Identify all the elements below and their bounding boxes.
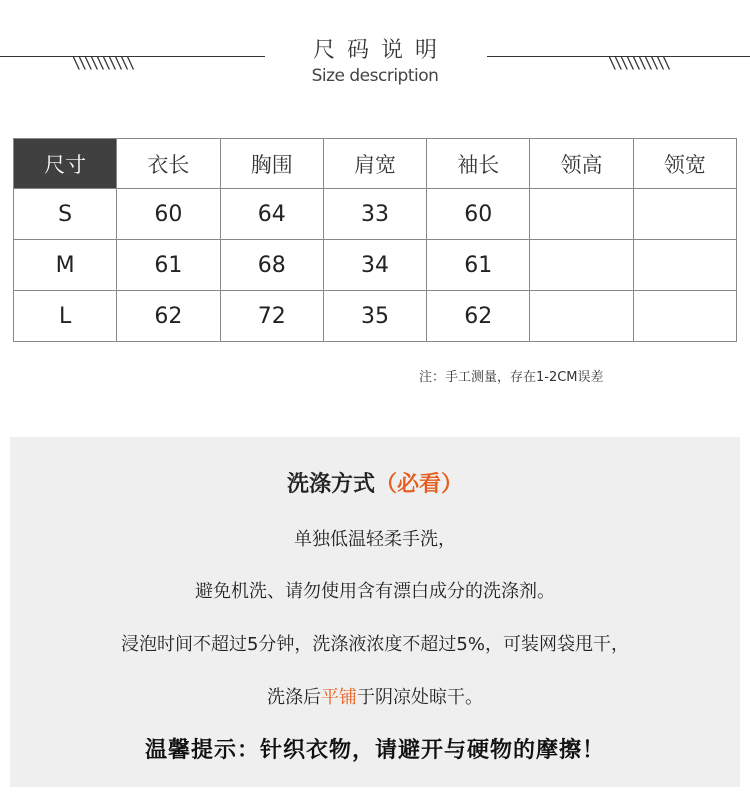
header-cell-length: 衣长 bbox=[117, 139, 220, 189]
table-cell: 68 bbox=[220, 240, 323, 291]
table-cell bbox=[530, 240, 633, 291]
size-table bbox=[13, 138, 737, 342]
measurement-note: 注：手工测量，存在1-2CM误差 bbox=[419, 370, 604, 385]
header-cell-size: 尺寸 bbox=[14, 139, 117, 189]
table-cell bbox=[633, 189, 736, 240]
table-cell: S bbox=[14, 189, 117, 240]
table-cell: 60 bbox=[427, 189, 530, 240]
table-cell: 72 bbox=[220, 291, 323, 342]
table-cell: 33 bbox=[323, 189, 426, 240]
header-cell-chest: 胸围 bbox=[220, 139, 323, 189]
table-cell: 62 bbox=[117, 291, 220, 342]
table-cell: 64 bbox=[220, 189, 323, 240]
page-subtitle: Size description bbox=[311, 66, 439, 86]
table-cell: L bbox=[14, 291, 117, 342]
table-cell: 35 bbox=[323, 291, 426, 342]
wash-title-highlight: （必看） bbox=[375, 472, 464, 497]
wash-instructions-panel bbox=[10, 437, 740, 787]
wash-line-3: 浸泡时间不超过5分钟，洗涤液浓度不超过5%，可装网袋甩干， bbox=[120, 634, 629, 655]
size-header bbox=[0, 0, 750, 110]
wash-line-1: 单独低温轻柔手洗， bbox=[294, 529, 456, 550]
wash-line-4 bbox=[10, 683, 740, 709]
size-table-header-row bbox=[14, 139, 737, 189]
wash-line-4-highlight: 平铺 bbox=[321, 687, 357, 708]
table-cell: 61 bbox=[427, 240, 530, 291]
table-row bbox=[14, 240, 737, 291]
table-cell: 34 bbox=[323, 240, 426, 291]
wash-line-4-post: 于阴凉处晾干。 bbox=[357, 687, 483, 708]
hatch-decoration-left: \\\\\\\\\\ bbox=[72, 54, 133, 72]
table-cell bbox=[633, 240, 736, 291]
table-cell: 61 bbox=[117, 240, 220, 291]
table-cell: 62 bbox=[427, 291, 530, 342]
wash-line-2: 避免机洗、请勿使用含有漂白成分的洗涤剂。 bbox=[195, 581, 555, 602]
table-cell: M bbox=[14, 240, 117, 291]
header-cell-sleeve: 袖长 bbox=[427, 139, 530, 189]
page-title: 尺码说明 bbox=[312, 38, 449, 63]
table-cell bbox=[633, 291, 736, 342]
wash-line-4-pre: 洗涤后 bbox=[267, 687, 321, 708]
table-cell: 60 bbox=[117, 189, 220, 240]
hatch-decoration-right: \\\\\\\\\\ bbox=[608, 54, 669, 72]
warm-tip: 温馨提示：针织衣物，请避开与硬物的摩擦！ bbox=[144, 738, 605, 763]
wash-title bbox=[10, 467, 740, 498]
table-row bbox=[14, 189, 737, 240]
table-row bbox=[14, 291, 737, 342]
table-cell bbox=[530, 189, 633, 240]
header-cell-collar-width: 领宽 bbox=[633, 139, 736, 189]
header-cell-shoulder: 肩宽 bbox=[323, 139, 426, 189]
wash-title-text: 洗涤方式 bbox=[286, 472, 375, 497]
header-cell-collar-height: 领高 bbox=[530, 139, 633, 189]
table-cell bbox=[530, 291, 633, 342]
